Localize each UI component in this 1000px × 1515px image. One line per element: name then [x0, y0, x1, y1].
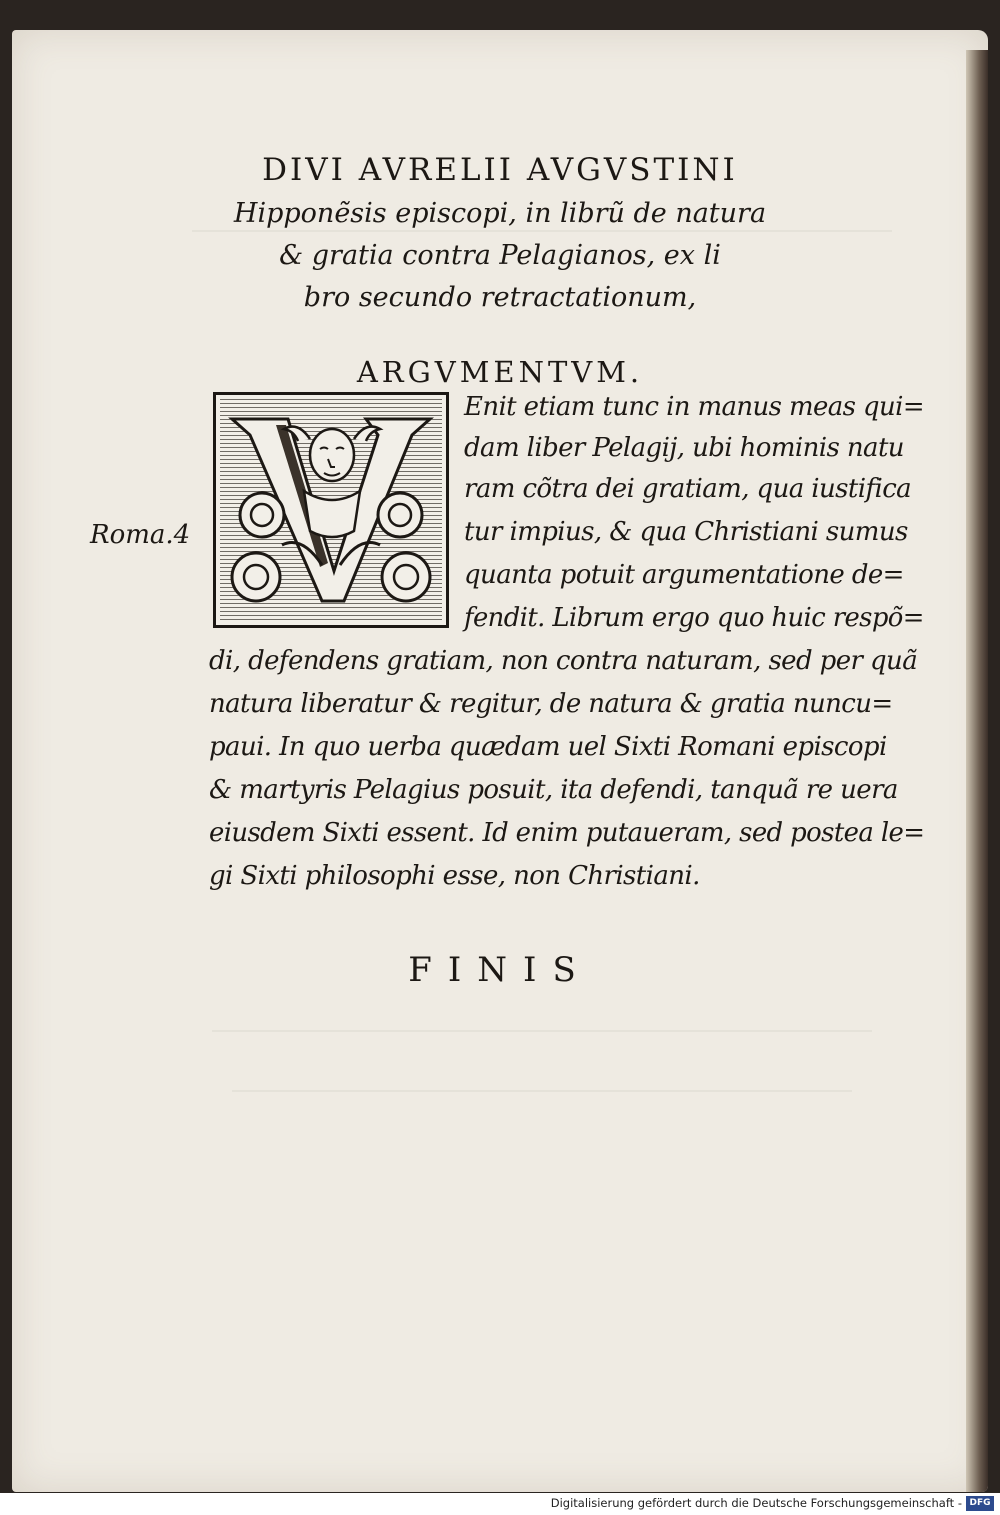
footer-bar — [0, 1493, 1000, 1515]
heading-argumentum: ARGVMENTVM. — [356, 355, 644, 389]
body-line: paui. In quo uerba quædam uel Sixti Romani episcopi — [209, 732, 887, 762]
heading-line-3: & gratia contra Pelagianos, ex li — [279, 240, 721, 271]
heading-line-2: Hipponẽsis episcopi, in librũ de natura — [233, 198, 767, 229]
decorated-initial — [213, 392, 449, 628]
body-line: gi Sixti philosophi esse, non Christiani. — [209, 861, 700, 891]
margin-note: Roma.4 — [90, 520, 191, 550]
book-page — [12, 30, 988, 1492]
heading-title: DIVI AVRELII AVGVSTINI — [262, 152, 738, 188]
dfg-logo: DFG — [966, 1496, 994, 1511]
initial-woodcut-image — [216, 395, 446, 625]
body-line: tur impius, & qua Christiani sumus — [464, 517, 908, 547]
finis-heading: FINIS — [408, 950, 592, 990]
body-line: & martyris Pelagius posuit, ita defendi, tanquã re uera — [209, 775, 898, 805]
funding-credit: Digitalisierung gefördert durch die Deutsche Forschungsgemeinschaft - — [550, 1496, 962, 1510]
body-line: ram cõtra dei gratiam, qua iustifica — [464, 474, 912, 504]
body-line: di, defendens gratiam, non contra naturam, sed per quã — [209, 646, 918, 676]
body-line: natura liberatur & regitur, de natura & gratia nuncu= — [209, 689, 893, 719]
heading-line-4: bro secundo retractationum, — [303, 282, 697, 313]
body-line: dam liber Pelagij, ubi hominis natu — [464, 433, 904, 463]
body-line: eiusdem Sixti essent. Id enim putaueram, sed postea le= — [209, 818, 925, 848]
body-line: fendit. Librum ergo quo huic respõ= — [464, 603, 924, 633]
body-line: quanta potuit argumentatione de= — [464, 560, 904, 590]
body-line: Enit etiam tunc in manus meas qui= — [464, 392, 924, 422]
